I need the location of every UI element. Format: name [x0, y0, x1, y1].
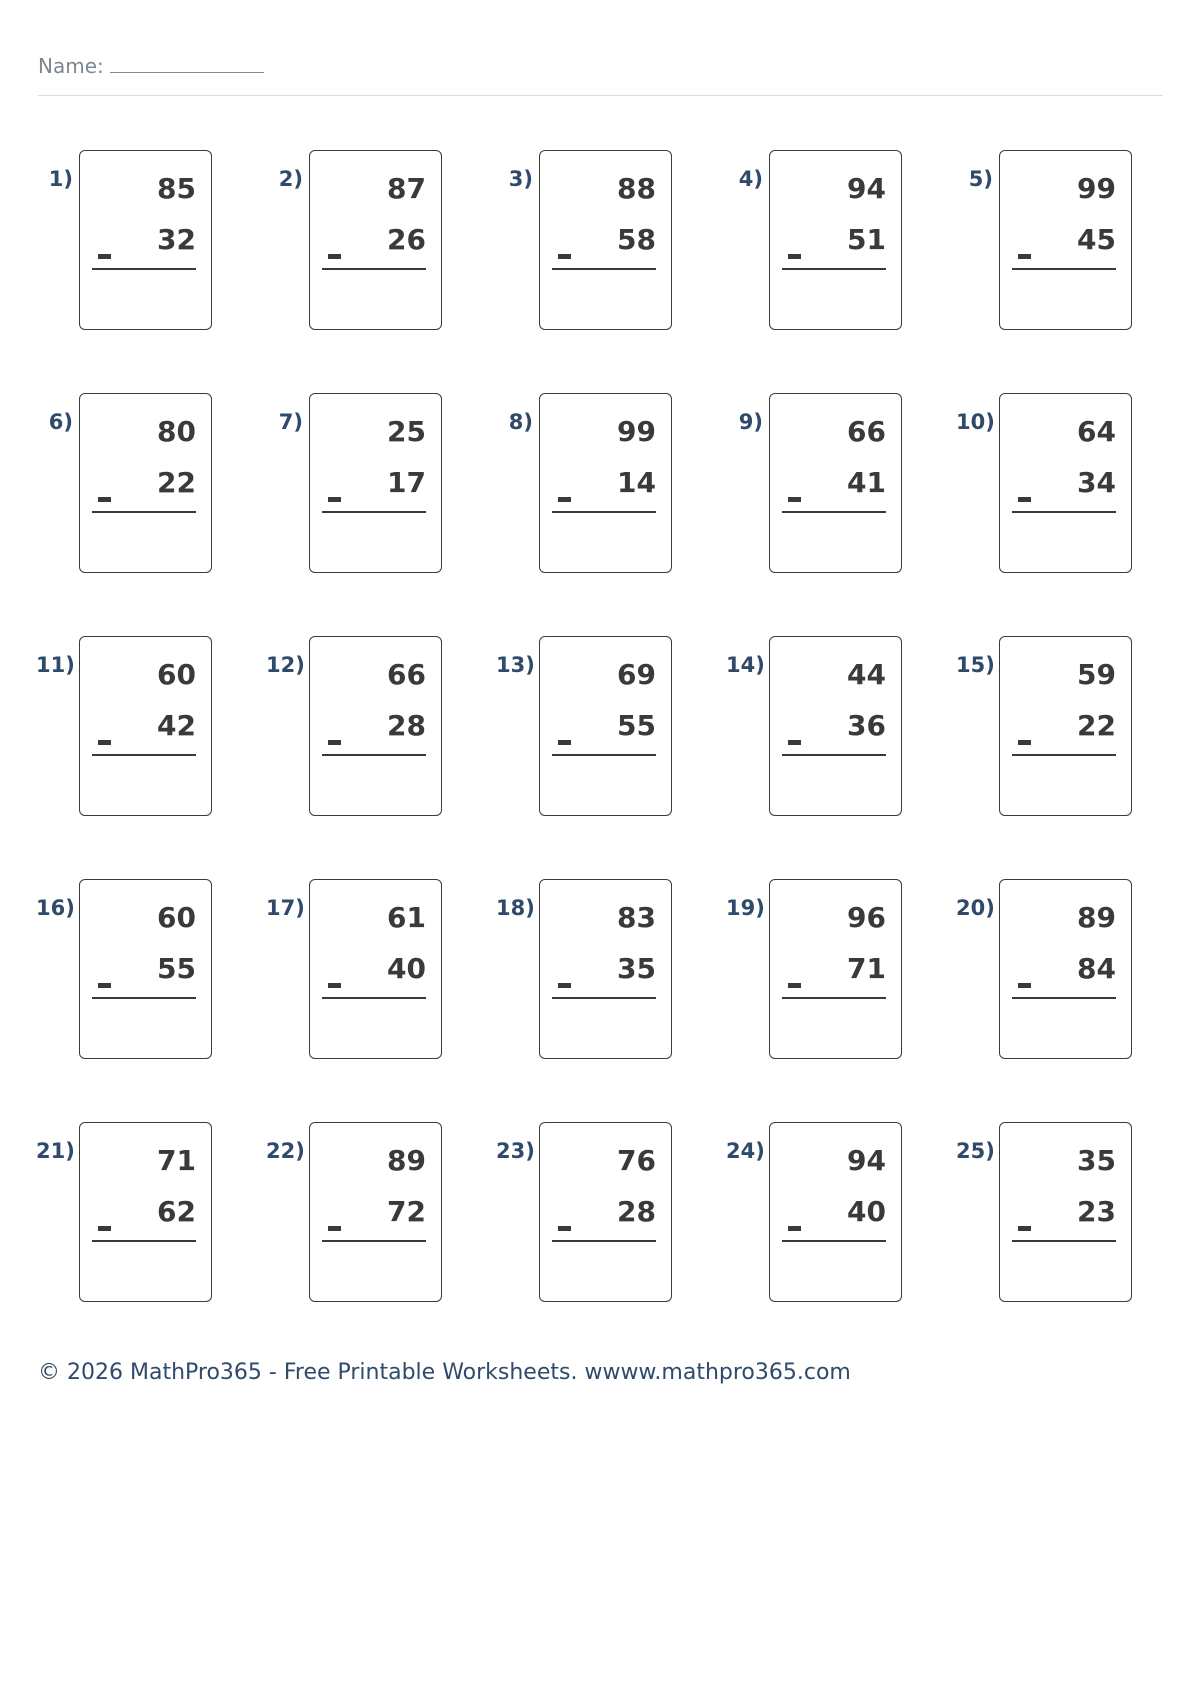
answer-line [92, 511, 196, 513]
subtrahend: 28 [387, 709, 426, 742]
minuend: 59 [1077, 658, 1116, 691]
problem-card [79, 636, 212, 816]
problem-item [36, 150, 216, 335]
problem-number: 14) [726, 653, 765, 677]
minus-sign [1018, 497, 1031, 502]
problem-number: 11) [36, 653, 75, 677]
problem-card [769, 393, 902, 573]
answer-line [552, 1240, 656, 1242]
problem-number: 4) [738, 167, 763, 191]
problem-item [496, 1122, 676, 1307]
subtrahend: 34 [1077, 466, 1116, 499]
problem-number: 10) [956, 410, 995, 434]
subtrahend: 36 [847, 709, 886, 742]
minus-sign [98, 254, 111, 259]
problem-card [539, 879, 672, 1059]
minus-sign [1018, 740, 1031, 745]
problem-item [726, 150, 906, 335]
minus-sign [98, 497, 111, 502]
minuend: 83 [617, 901, 656, 934]
minuend: 61 [387, 901, 426, 934]
problem-number: 9) [738, 410, 763, 434]
minuend: 89 [1077, 901, 1116, 934]
problem-item [266, 1122, 446, 1307]
problem-card [79, 393, 212, 573]
minus-sign [788, 740, 801, 745]
answer-line [1012, 511, 1116, 513]
minuend: 44 [847, 658, 886, 691]
minuend: 66 [847, 415, 886, 448]
minus-sign [1018, 254, 1031, 259]
problem-item [266, 393, 446, 578]
minus-sign [558, 254, 571, 259]
answer-line [322, 997, 426, 999]
problem-number: 21) [36, 1139, 75, 1163]
problem-item [36, 393, 216, 578]
problem-item [956, 879, 1136, 1064]
subtrahend: 72 [387, 1195, 426, 1228]
problem-number: 13) [496, 653, 535, 677]
problem-number: 16) [36, 896, 75, 920]
minuend: 60 [157, 901, 196, 934]
problem-item [956, 150, 1136, 335]
answer-line [552, 997, 656, 999]
minus-sign [328, 254, 341, 259]
problem-card [769, 879, 902, 1059]
subtrahend: 45 [1077, 223, 1116, 256]
subtrahend: 41 [847, 466, 886, 499]
answer-line [322, 754, 426, 756]
minuend: 99 [617, 415, 656, 448]
minus-sign [98, 983, 111, 988]
minuend: 69 [617, 658, 656, 691]
problem-number: 24) [726, 1139, 765, 1163]
problem-number: 8) [508, 410, 533, 434]
problem-number: 12) [266, 653, 305, 677]
minus-sign [788, 983, 801, 988]
problem-number: 5) [968, 167, 993, 191]
name-label: Name: [38, 54, 104, 78]
minus-sign [788, 1226, 801, 1231]
answer-line [782, 268, 886, 270]
problem-card [79, 150, 212, 330]
subtrahend: 40 [847, 1195, 886, 1228]
answer-line [552, 511, 656, 513]
problem-number: 2) [278, 167, 303, 191]
problem-item [496, 879, 676, 1064]
minuend: 80 [157, 415, 196, 448]
problem-item [956, 1122, 1136, 1307]
answer-line [1012, 754, 1116, 756]
problem-number: 15) [956, 653, 995, 677]
answer-line [1012, 268, 1116, 270]
subtrahend: 40 [387, 952, 426, 985]
minus-sign [1018, 1226, 1031, 1231]
problem-item [496, 150, 676, 335]
subtrahend: 32 [157, 223, 196, 256]
answer-line [322, 1240, 426, 1242]
problem-number: 7) [278, 410, 303, 434]
minus-sign [558, 1226, 571, 1231]
answer-line [322, 268, 426, 270]
problem-number: 22) [266, 1139, 305, 1163]
problem-card [769, 1122, 902, 1302]
problem-item [726, 393, 906, 578]
minus-sign [98, 740, 111, 745]
subtrahend: 55 [157, 952, 196, 985]
subtrahend: 22 [1077, 709, 1116, 742]
problem-number: 3) [508, 167, 533, 191]
subtrahend: 55 [617, 709, 656, 742]
minus-sign [788, 254, 801, 259]
answer-line [92, 997, 196, 999]
problem-card [999, 393, 1132, 573]
subtrahend: 26 [387, 223, 426, 256]
problem-item [726, 879, 906, 1064]
footer-copyright: © 2026 MathPro365 - Free Printable Worksheets. wwww.mathpro365.com [38, 1360, 851, 1385]
problem-card [539, 150, 672, 330]
minus-sign [328, 497, 341, 502]
minuend: 76 [617, 1144, 656, 1177]
problem-item [36, 1122, 216, 1307]
minus-sign [788, 497, 801, 502]
problem-number: 1) [48, 167, 73, 191]
problem-item [36, 879, 216, 1064]
minuend: 89 [387, 1144, 426, 1177]
answer-line [92, 1240, 196, 1242]
problem-card [999, 879, 1132, 1059]
minuend: 87 [387, 172, 426, 205]
answer-line [552, 268, 656, 270]
problem-card [309, 636, 442, 816]
minuend: 94 [847, 1144, 886, 1177]
minuend: 64 [1077, 415, 1116, 448]
minuend: 99 [1077, 172, 1116, 205]
subtrahend: 84 [1077, 952, 1116, 985]
minus-sign [328, 1226, 341, 1231]
problem-item [266, 879, 446, 1064]
problem-number: 20) [956, 896, 995, 920]
answer-line [92, 268, 196, 270]
minus-sign [328, 740, 341, 745]
problem-item [266, 150, 446, 335]
minuend: 60 [157, 658, 196, 691]
problem-card [539, 393, 672, 573]
minus-sign [98, 1226, 111, 1231]
minuend: 25 [387, 415, 426, 448]
problem-number: 25) [956, 1139, 995, 1163]
problem-number: 18) [496, 896, 535, 920]
answer-line [782, 1240, 886, 1242]
minus-sign [558, 740, 571, 745]
problem-card [309, 1122, 442, 1302]
minuend: 88 [617, 172, 656, 205]
problem-card [309, 393, 442, 573]
problem-item [726, 636, 906, 821]
answer-line [1012, 1240, 1116, 1242]
subtrahend: 71 [847, 952, 886, 985]
problem-card [999, 150, 1132, 330]
problem-card [999, 636, 1132, 816]
subtrahend: 14 [617, 466, 656, 499]
subtrahend: 28 [617, 1195, 656, 1228]
problem-item [496, 393, 676, 578]
problem-item [956, 393, 1136, 578]
problem-card [79, 879, 212, 1059]
problem-item [726, 1122, 906, 1307]
problem-card [769, 150, 902, 330]
name-blank-line [110, 50, 264, 73]
minuend: 71 [157, 1144, 196, 1177]
problem-card [309, 879, 442, 1059]
problem-number: 23) [496, 1139, 535, 1163]
answer-line [782, 754, 886, 756]
answer-line [1012, 997, 1116, 999]
minuend: 85 [157, 172, 196, 205]
subtrahend: 35 [617, 952, 656, 985]
answer-line [552, 754, 656, 756]
problem-card [539, 1122, 672, 1302]
minuend: 66 [387, 658, 426, 691]
minus-sign [328, 983, 341, 988]
subtrahend: 51 [847, 223, 886, 256]
header-divider [38, 95, 1163, 96]
problem-card [999, 1122, 1132, 1302]
minuend: 96 [847, 901, 886, 934]
problem-item [496, 636, 676, 821]
minuend: 35 [1077, 1144, 1116, 1177]
answer-line [322, 511, 426, 513]
subtrahend: 23 [1077, 1195, 1116, 1228]
subtrahend: 22 [157, 466, 196, 499]
problem-number: 17) [266, 896, 305, 920]
name-field [38, 50, 264, 78]
answer-line [782, 511, 886, 513]
problem-card [79, 1122, 212, 1302]
subtrahend: 42 [157, 709, 196, 742]
problem-number: 6) [48, 410, 73, 434]
problem-card [539, 636, 672, 816]
subtrahend: 62 [157, 1195, 196, 1228]
subtrahend: 58 [617, 223, 656, 256]
problem-number: 19) [726, 896, 765, 920]
problem-item [36, 636, 216, 821]
problem-item [266, 636, 446, 821]
minus-sign [558, 497, 571, 502]
answer-line [782, 997, 886, 999]
answer-line [92, 754, 196, 756]
subtrahend: 17 [387, 466, 426, 499]
problem-item [956, 636, 1136, 821]
minuend: 94 [847, 172, 886, 205]
problem-card [309, 150, 442, 330]
problem-card [769, 636, 902, 816]
minus-sign [558, 983, 571, 988]
minus-sign [1018, 983, 1031, 988]
